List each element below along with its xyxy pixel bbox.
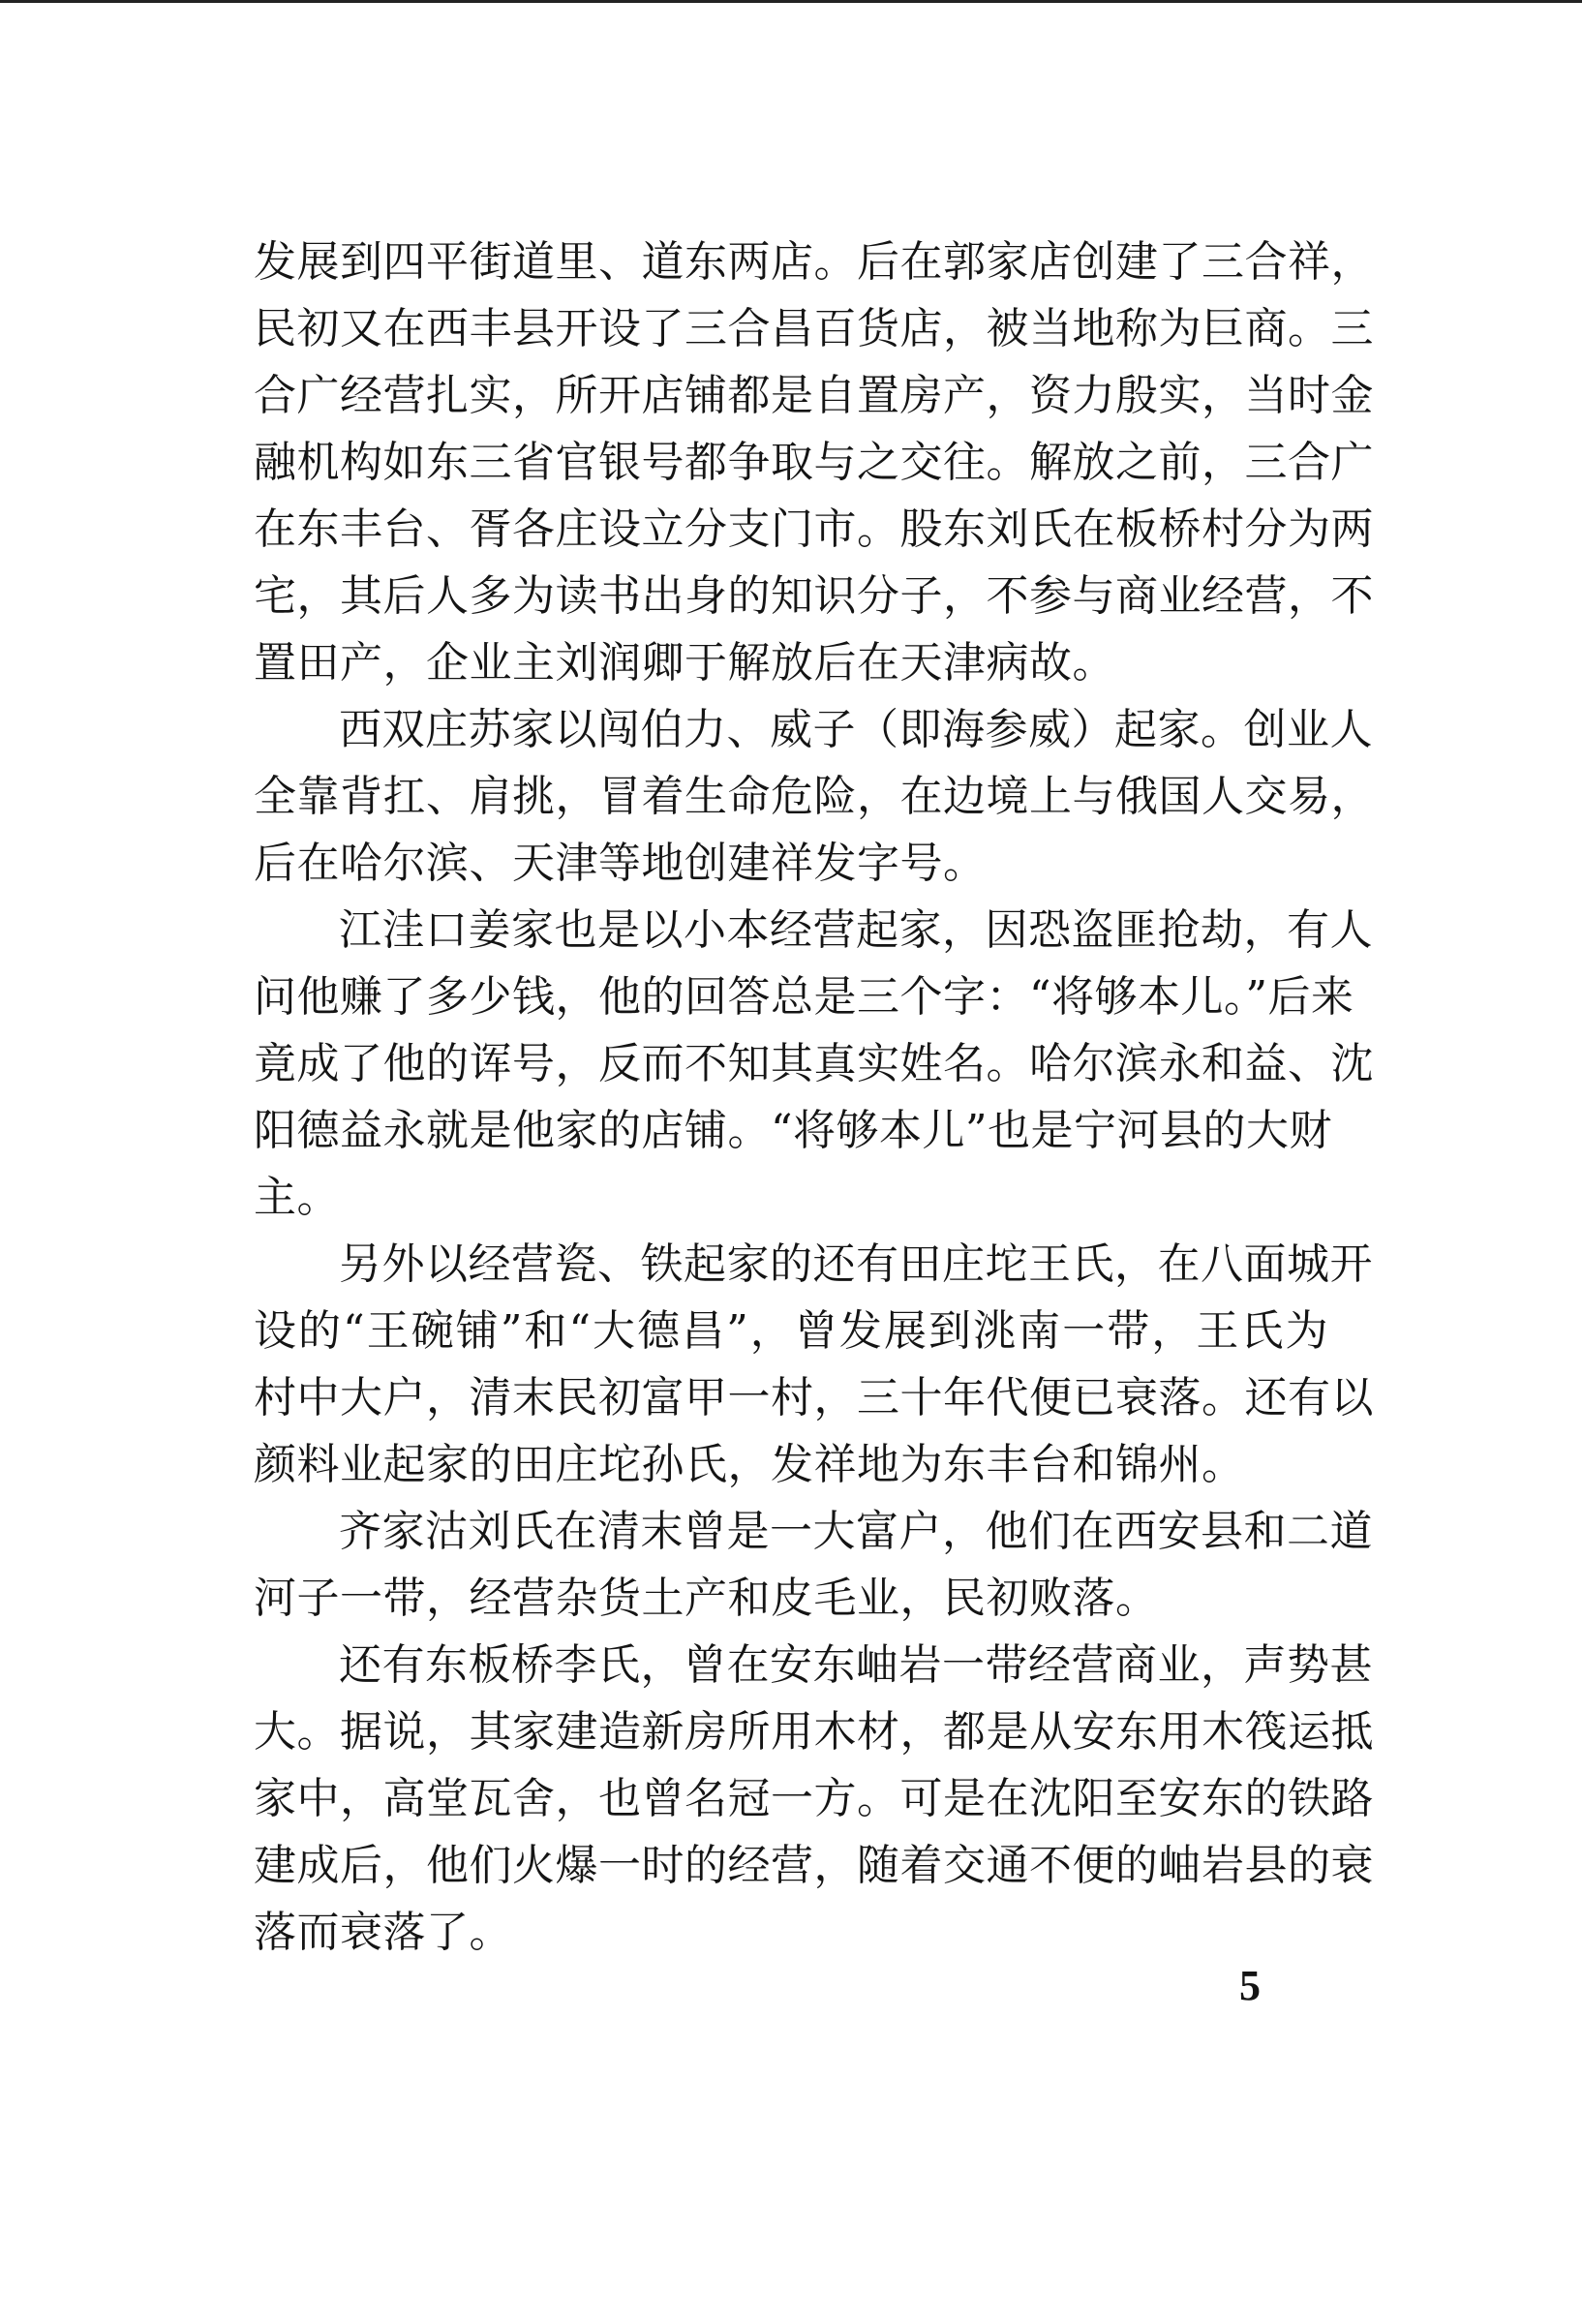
text-line: 在东丰台、胥各庄设立分支门市。股东刘氏在板桥村分为两	[254, 505, 1374, 554]
text-line: 融机构如东三省官银号都争取与之交往。解放之前，三合广	[254, 438, 1374, 487]
page-top-edge	[0, 0, 1582, 3]
text-line: 大。据说，其家建造新房所用木材，都是从安东用木筏运抵	[254, 1707, 1374, 1757]
text-line: 另外以经营瓷、铁起家的还有田庄坨王氏，在八面城开	[339, 1239, 1373, 1289]
text-line: 齐家沽刘氏在清末曾是一大富户，他们在西安县和二道	[339, 1507, 1373, 1556]
text-line: 宅，其后人多为读书出身的知识分子，不参与商业经营，不	[254, 571, 1374, 621]
text-line: 江洼口姜家也是以小本经营起家，因恐盗匪抢劫，有人	[339, 905, 1373, 955]
text-line: 村中大户，清末民初富甲一村，三十年代便已衰落。还有以	[254, 1373, 1374, 1422]
text-line: 颜料业起家的田庄坨孙氏，发祥地为东丰台和锦州。	[254, 1440, 1245, 1489]
page-body	[254, 229, 1374, 1966]
text-line: 发展到四平街道里、道东两店。后在郭家店创建了三合祥，	[254, 237, 1374, 287]
text-line: 设的“王碗铺”和“大德昌”，曾发展到洮南一带，王氏为	[254, 1306, 1328, 1356]
text-line: 合广经营扎实，所开店铺都是自置房产，资力殷实，当时金	[254, 371, 1374, 420]
text-line: 置田产，企业主刘润卿于解放后在天津病故。	[254, 638, 1115, 688]
page-number: 5	[1239, 1962, 1261, 2009]
text-line: 全靠背扛、肩挑，冒着生命危险，在边境上与俄国人交易，	[254, 772, 1374, 821]
text-line: 问他赚了多少钱，他的回答总是三个字：“将够本儿。”后来	[254, 972, 1354, 1022]
text-line: 落而衰落了。	[254, 1908, 512, 1957]
text-line: 家中，高堂瓦舍，也曾名冠一方。可是在沈阳至安东的铁路	[254, 1774, 1374, 1823]
text-line: 建成后，他们火爆一时的经营，随着交通不便的岫岩县的衰	[254, 1841, 1374, 1890]
text-line: 主。	[254, 1173, 340, 1222]
text-line: 河子一带，经营杂货土产和皮毛业，民初败落。	[254, 1574, 1159, 1623]
text-line: 竟成了他的诨号，反而不知其真实姓名。哈尔滨永和益、沈	[254, 1039, 1374, 1088]
text-line: 阳德益永就是他家的店铺。“将够本儿”也是宁河县的大财	[254, 1106, 1332, 1155]
text-line: 西双庄苏家以闯伯力、威子（即海参威）起家。创业人	[339, 705, 1373, 754]
text-line: 后在哈尔滨、天津等地创建祥发字号。	[254, 839, 987, 888]
text-line: 还有东板桥李氏，曾在安东岫岩一带经营商业，声势甚	[339, 1640, 1373, 1690]
text-line: 民初又在西丰县开设了三合昌百货店，被当地称为巨商。三	[254, 304, 1374, 353]
